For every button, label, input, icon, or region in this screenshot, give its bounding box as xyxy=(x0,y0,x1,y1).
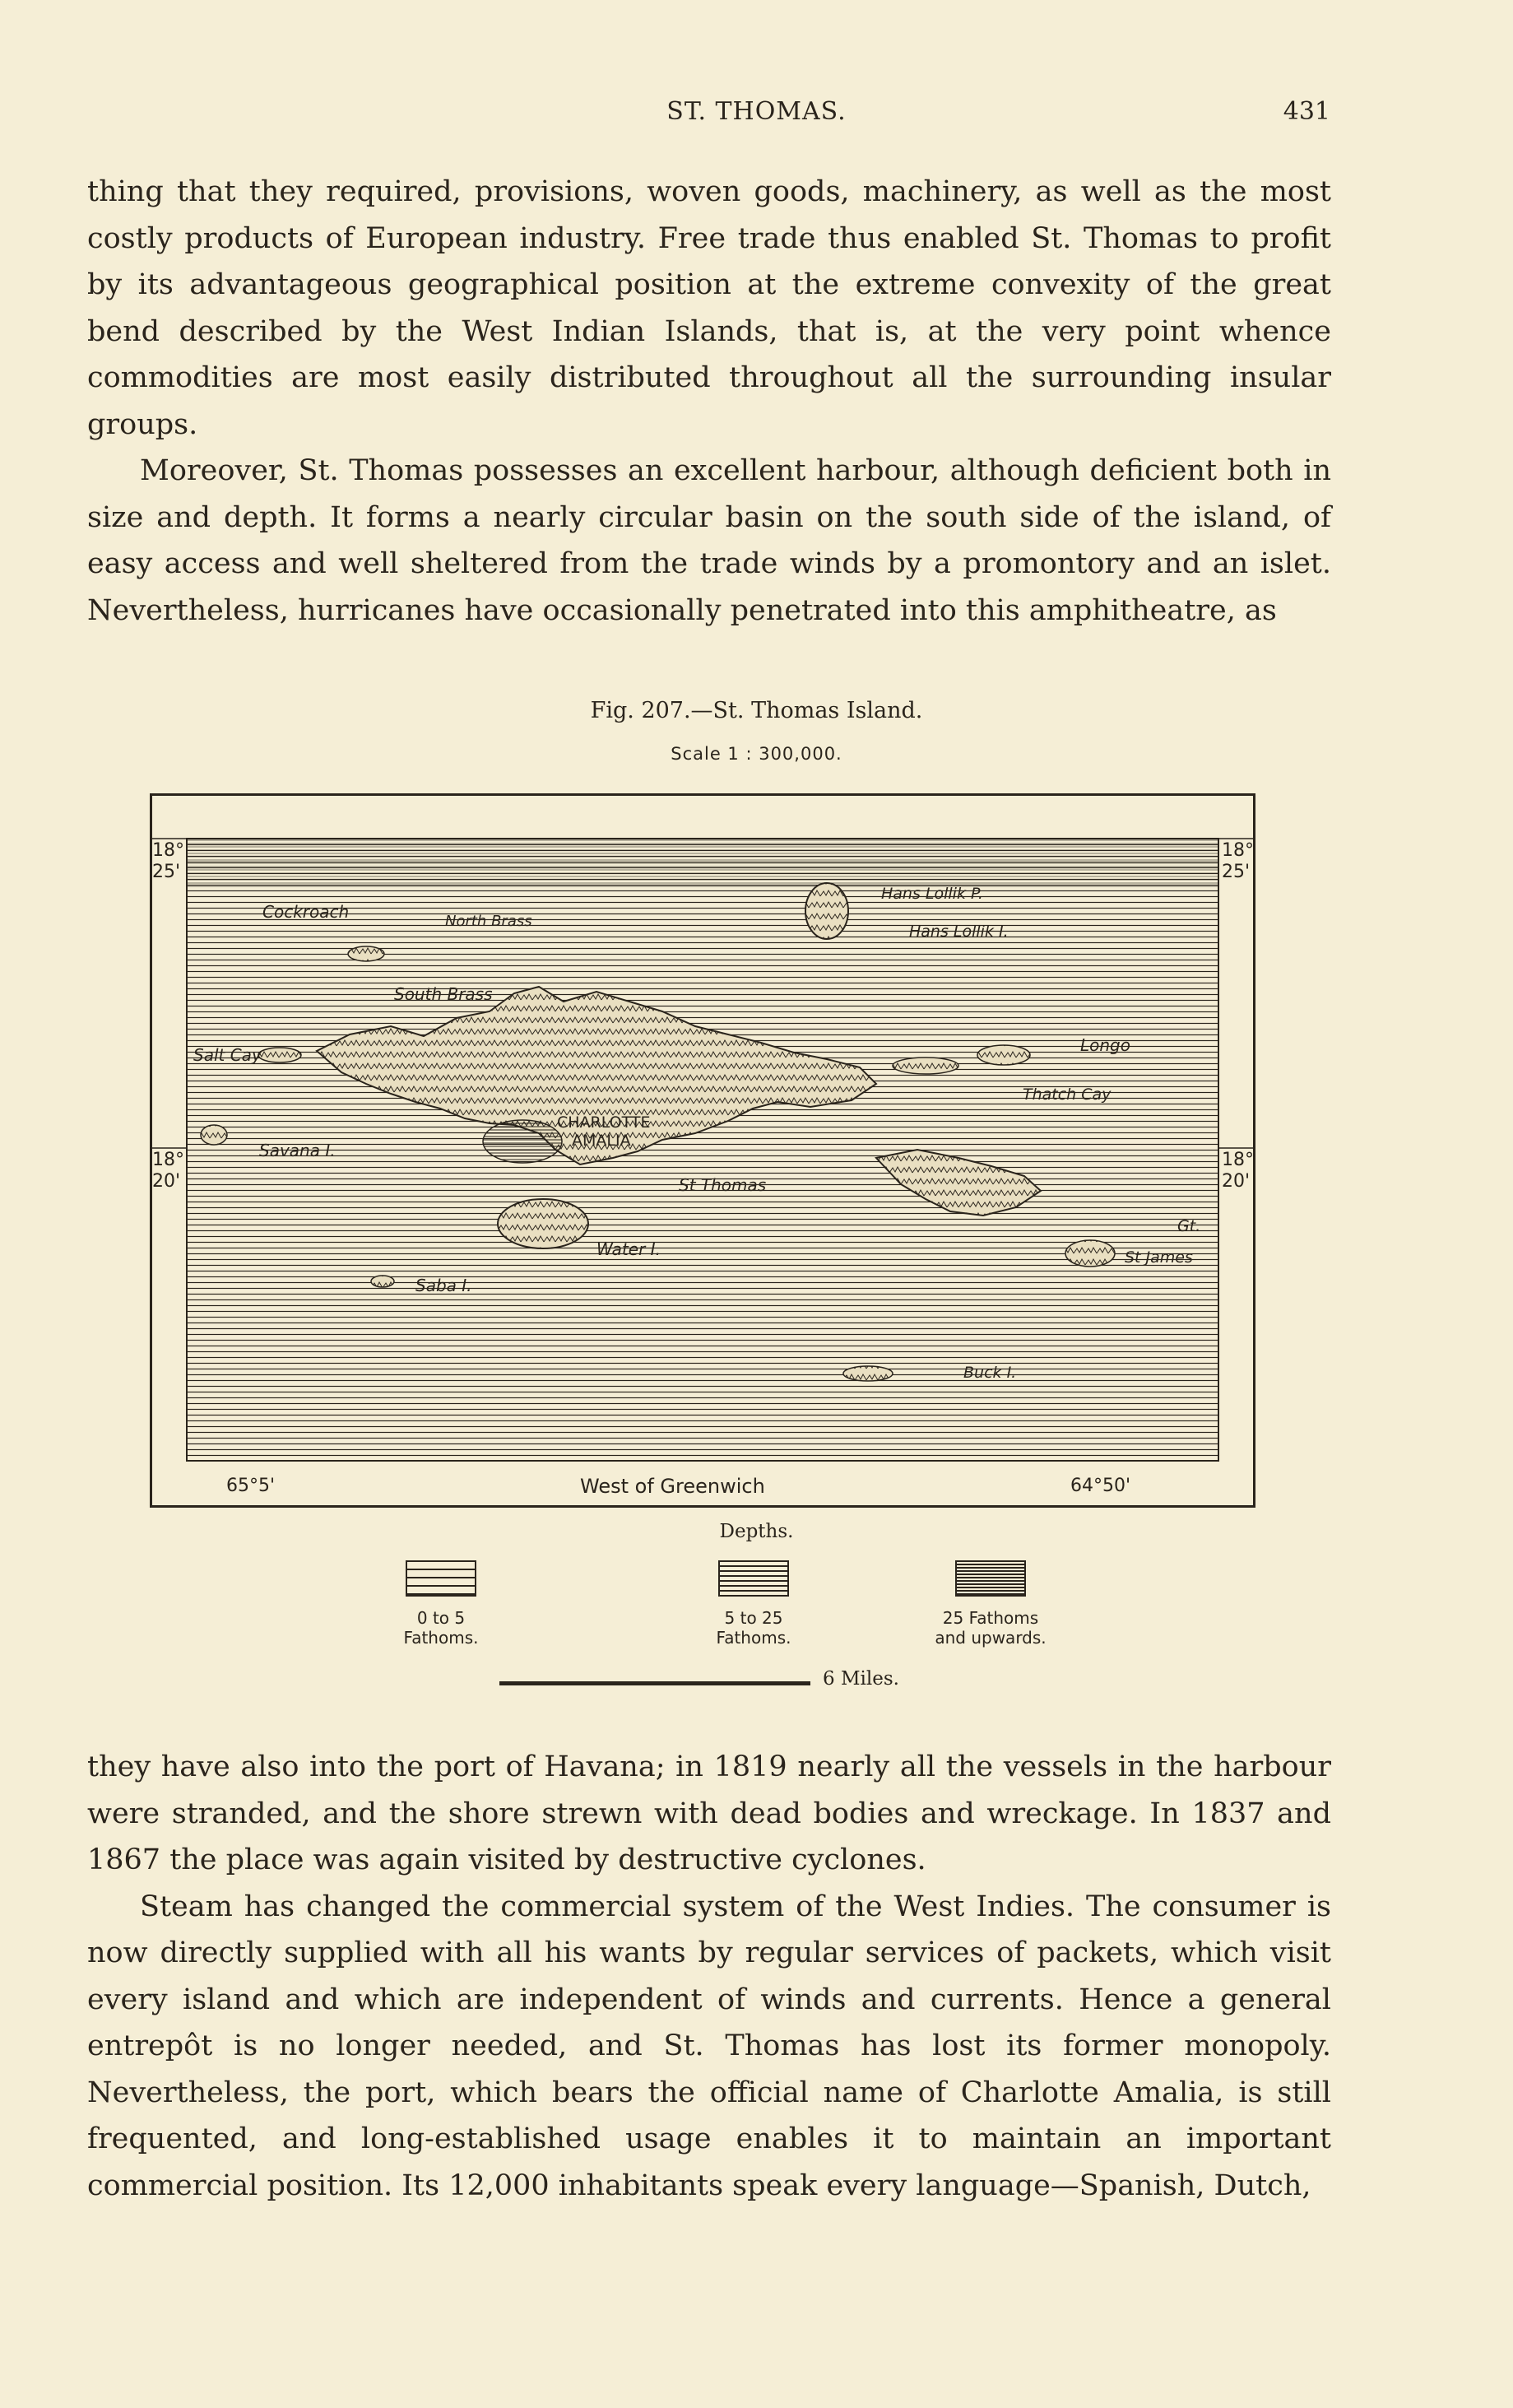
label-savana: Savana I. xyxy=(259,1141,336,1160)
paragraph: Moreover, St. Thomas possesses an excellent harbour, although deficient both in size and depth. It forms a nearly circular basin on the south side of the island, of easy access and well sheltered from the trade winds by a promontory and an islet. Nevertheless, hurricanes have occasionally penetrated into this amphitheatre, as xyxy=(87,454,1331,627)
longitude-label-right: 64°50' xyxy=(1070,1476,1131,1496)
legend-label xyxy=(892,1608,1089,1648)
meridian-note: West of Greenwich xyxy=(580,1475,765,1498)
legend-label-line: 25 Fathoms xyxy=(942,1608,1039,1628)
page-number: 431 xyxy=(1283,97,1330,126)
running-title: ST. THOMAS. xyxy=(666,97,847,126)
label-salt-cay: Salt Cay xyxy=(193,1045,262,1065)
latitude-label-mid-right: 18° 20' xyxy=(1222,1150,1254,1192)
label-cockroach: Cockroach xyxy=(262,902,350,922)
label-saba: Saba I. xyxy=(415,1276,472,1295)
st-james-islet xyxy=(1065,1240,1115,1267)
label-charlotte: CHARLOTTE xyxy=(557,1113,651,1132)
latitude-label-mid-left: 18° 20' xyxy=(152,1150,184,1192)
paragraph: thing that they required, provisions, woven goods, machinery, as well as the most costly products of European industry. Free trade thus enabled St. Thomas to profit by its advantageous geographical position at the extreme convexity of the great bend described by the West Indian Islands, that is, at the very point whence commodities are most easily distributed throughout all the surrounding insular groups. xyxy=(87,175,1331,441)
label-north-brass: North Brass xyxy=(445,913,532,930)
label-south-brass: South Brass xyxy=(394,984,493,1004)
label-hans-lollik-p: Hans Lollik P. xyxy=(881,885,983,903)
latitude-label-top-right: 18° 25' xyxy=(1222,840,1254,882)
salt-cay-islet xyxy=(258,1048,301,1062)
label-gt: Gt. xyxy=(1177,1217,1201,1235)
longitude-label-left: 65°5' xyxy=(226,1476,276,1496)
legend-label-line: Fathoms. xyxy=(403,1628,479,1648)
label-water: Water I. xyxy=(596,1239,661,1259)
legend-label xyxy=(342,1608,540,1648)
legend-swatch xyxy=(955,1560,1026,1597)
legend-label-line: 0 to 5 xyxy=(416,1608,466,1628)
label-hans-lollik-i: Hans Lollik I. xyxy=(909,923,1009,941)
water-island xyxy=(498,1199,588,1248)
legend-label-line: 5 to 25 xyxy=(724,1608,783,1628)
label-buck: Buck I. xyxy=(963,1364,1017,1382)
legend-swatch xyxy=(406,1560,476,1597)
legend-label xyxy=(655,1608,852,1648)
paragraph: Steam has changed the commercial system of the West Indies. The consumer is now directly supplied with all his wants by regular services of packets, which visit every island and which are independent of winds and currents. Hence a general entrepôt is no longer needed, and St. Thomas has lost its former monopoly. Nevertheless, the port, which bears the official name of Charlotte Amalia, is still frequented, and long-established usage enables it to maintain an important commercial position. Its 12,000 inhabitants speak every language—Spanish, Dutch, xyxy=(87,1890,1331,2202)
label-thatch-cay: Thatch Cay xyxy=(1023,1085,1112,1104)
body-text-top xyxy=(87,169,1331,634)
legend-item-medium xyxy=(655,1560,852,1648)
map-figure xyxy=(150,793,1255,1508)
legend-title: Depths. xyxy=(719,1521,794,1542)
hans-lollik-island xyxy=(805,883,848,939)
label-longo: Longo xyxy=(1080,1035,1130,1055)
saba-islet xyxy=(371,1276,394,1287)
label-st-james: St James xyxy=(1125,1248,1193,1267)
longo-islet xyxy=(977,1045,1030,1065)
label-amalia: AMALIA xyxy=(572,1132,631,1150)
scale-bar xyxy=(499,1681,810,1685)
legend-label-line: and upwards. xyxy=(935,1628,1047,1648)
buck-islet xyxy=(843,1366,893,1381)
running-head xyxy=(0,97,1513,137)
paragraph: they have also into the port of Havana; in 1819 nearly all the vessels in the harbour were stranded, and the shore strewn with dead bodies and wreckage. In 1837 and 1867 the place was again visited by destructive cyclones. xyxy=(87,1750,1331,1876)
savana-islet xyxy=(201,1125,227,1145)
scale-bar-label: 6 Miles. xyxy=(823,1668,899,1690)
legend-swatch xyxy=(718,1560,789,1597)
figure-scale: Scale 1 : 300,000. xyxy=(671,744,842,764)
legend-item-deep xyxy=(892,1560,1089,1648)
legend-label-line: Fathoms. xyxy=(716,1628,791,1648)
latitude-label-top-left: 18° 25' xyxy=(152,840,184,882)
thatch-cay-islet xyxy=(893,1058,958,1074)
label-st-thomas: St Thomas xyxy=(679,1175,767,1195)
figure-caption: Fig. 207.—St. Thomas Island. xyxy=(590,698,923,723)
legend-item-shallow xyxy=(342,1560,540,1648)
brass-islet xyxy=(348,946,384,961)
body-text-bottom xyxy=(87,1744,1331,2209)
